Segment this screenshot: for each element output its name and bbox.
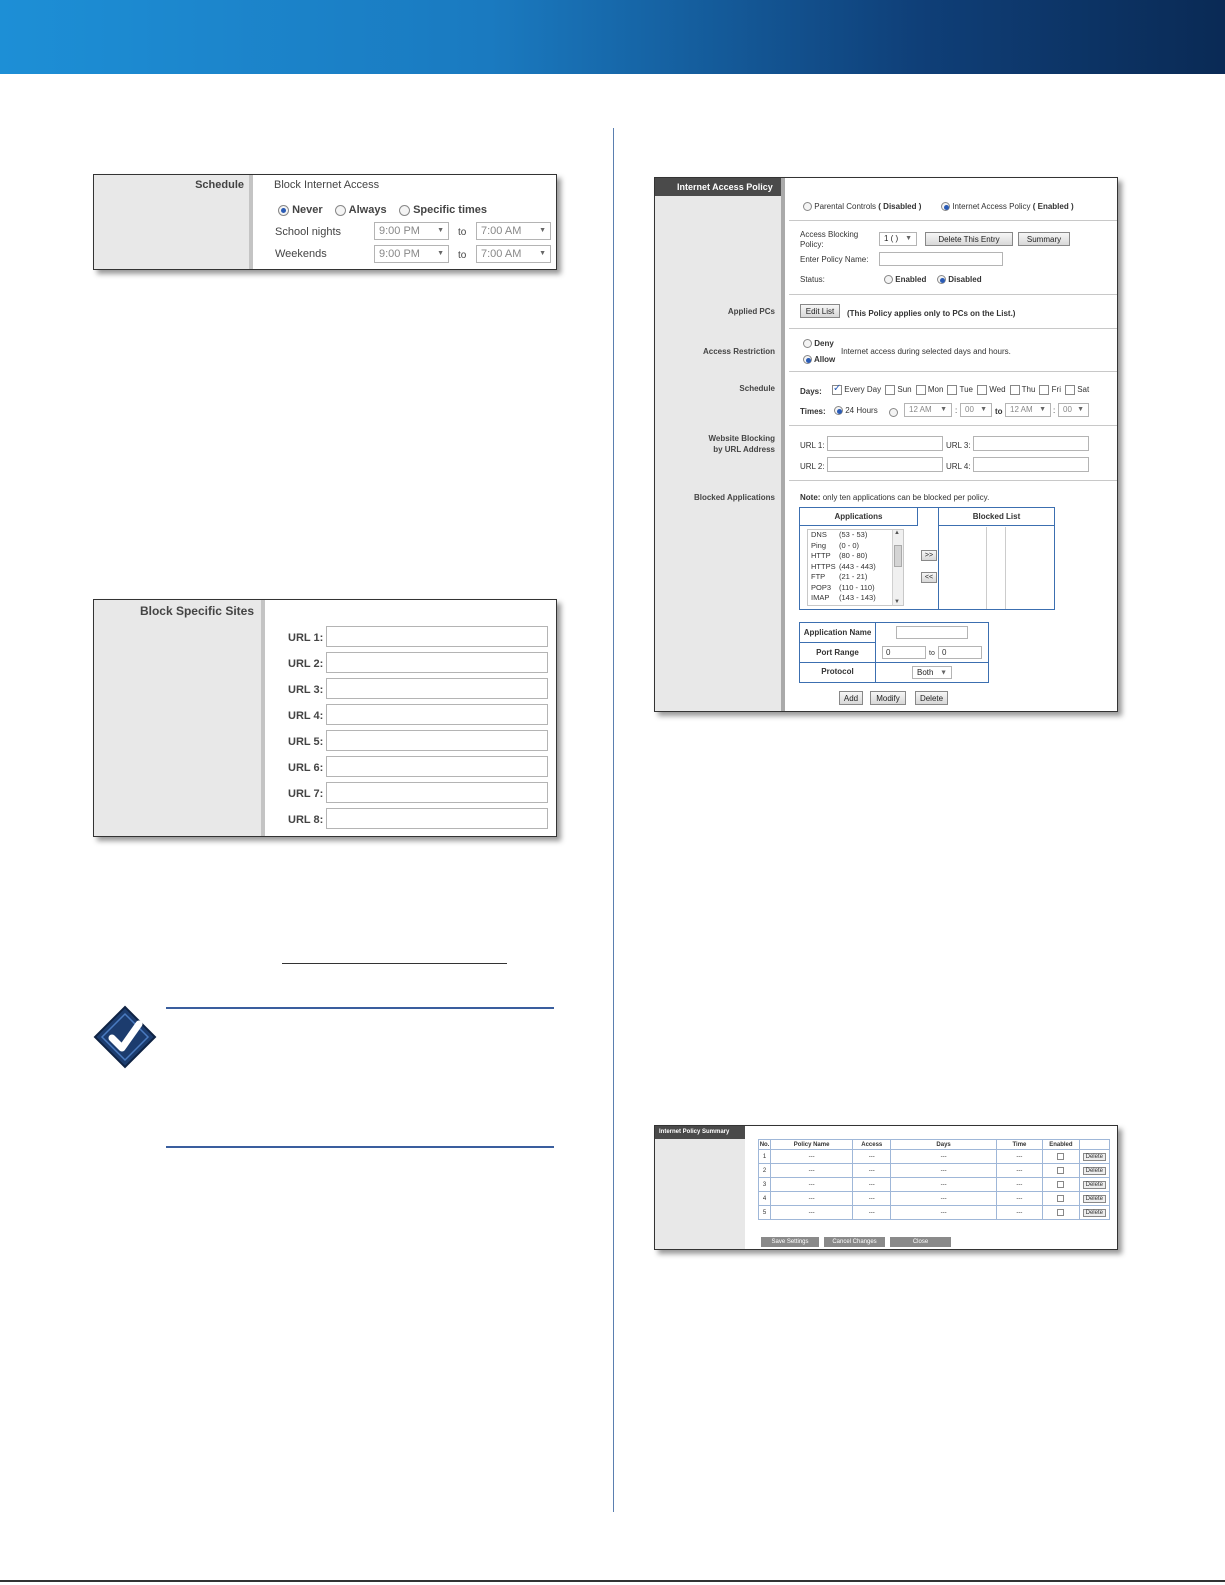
app-name-label: Application Name [800,623,876,643]
policy-url4-label: URL 4: [946,462,971,471]
time-range-radio[interactable] [889,408,898,417]
table-cell-time: --- [996,1150,1043,1164]
table-cell-action [1079,1206,1109,1220]
day-label: Sun [897,385,912,395]
row-delete-button[interactable]: Delete [1083,1153,1106,1161]
list-item[interactable] [811,572,903,583]
header-banner [0,0,1225,74]
column-header: Time [996,1140,1043,1150]
chevron-down-icon: ▼ [1039,406,1046,413]
table-cell-no: 2 [759,1164,771,1178]
table-cell-name: --- [771,1164,853,1178]
chevron-down-icon: ▼ [437,227,444,234]
applications-list[interactable] [807,529,904,606]
day-checkbox[interactable] [1065,385,1075,395]
site-url-label: URL 6: [288,762,324,774]
policy-name-input[interactable] [879,252,1003,266]
table-header-row [759,1140,1110,1150]
day-label: Fri [1051,385,1061,395]
table-cell-action [1079,1150,1109,1164]
specific-times-label: Specific times [413,204,488,216]
day-checkbox-item [947,385,973,394]
allow-radio[interactable] [803,355,812,364]
specific-times-radio[interactable] [399,205,410,216]
summary-panel-title: Internet Policy Summary [659,1129,730,1135]
edit-list-button[interactable]: Edit List [800,304,840,318]
app-name: DNS [811,530,827,539]
policy-url2-label: URL 2: [800,462,825,471]
always-radio[interactable] [335,205,346,216]
table-cell-enabled [1043,1164,1079,1178]
time-to-label: to [995,407,1003,416]
parental-controls-radio[interactable] [803,202,812,211]
table-cell-no: 3 [759,1178,771,1192]
table-cell-name: --- [771,1192,853,1206]
site-url-input[interactable] [326,782,548,803]
site-url-input[interactable] [326,704,548,725]
block-sites-screenshot [93,599,557,837]
day-checkbox-item [885,385,911,394]
table-cell-enabled [1043,1192,1079,1206]
status-disabled-label: Disabled [948,275,982,284]
delete-button[interactable]: Delete [915,691,948,705]
block-access-heading: Block Internet Access [274,179,380,191]
app-range: (0 - 0) [839,540,860,550]
move-left-button[interactable]: << [921,572,937,583]
blocked-list-header: Blocked List [939,508,1054,526]
chevron-down-icon: ▼ [940,669,947,676]
column-header: Enabled [1043,1140,1079,1150]
day-checkbox[interactable] [916,385,926,395]
table-cell-name: --- [771,1206,853,1220]
table-cell-no: 1 [759,1150,771,1164]
app-name: POP3 [811,582,832,592]
checkmark-icon [92,1004,158,1070]
row-delete-button[interactable]: Delete [1083,1167,1106,1175]
column-divider [613,128,614,1512]
table-cell-days: --- [891,1192,996,1206]
time-from-minute-select[interactable]: 00 ▼ [960,403,992,417]
weekends-to-select[interactable]: 7:00 AM ▼ [476,245,551,263]
site-url-input[interactable] [326,808,548,829]
table-cell-time: --- [996,1164,1043,1178]
site-url-input[interactable] [326,678,548,699]
column-header: Policy Name [771,1140,853,1150]
table-cell-days: --- [891,1178,996,1192]
access-policy-screenshot: Internet Access Policy Parental Controls ( Disabled ) Internet Access Policy ( Enabled ) Access Blocking Policy: 1 ( ) ▼ Delete This Entry Summary Enter Policy Name: Status: Enabled Disabled Applied PCs Edit List (This Policy applies only to PCs on the List.) Access Restriction Deny Allow Internet access during selected days and hours. Schedule Days: ✓ Every Day Sun Mon Tue Wed Thu Fri Sat Times: 24 Hours 12 AM ▼ : 00 ▼ to 12 AM ▼ : 00 ▼ Website Blocking by URL Address URL 1: URL 3: URL 2: URL 4: Blocked Applications Note: only ten applications can be blocked per policy. Applications Blocked List DNS (53 - 53) Ping (0 - 0) HTTP (80 - 80) HTTPS (443 - 443) FTP (21 - 21) POP3 (110 - 110) IMAP (143 - 143) ▲ ▼ >> << Application Name Port Range 0 to 0 Protocol Both ▼ Add Modify Delete [654,177,1118,712]
chevron-down-icon: ▼ [1077,406,1084,413]
day-label: Sat [1077,385,1090,395]
day-checkbox[interactable] [885,385,895,395]
parental-controls-label: Parental Controls [814,202,877,211]
column-header: Days [891,1140,996,1150]
day-label: Every Day [844,385,882,395]
url-blocking-label: Website Blocking by URL Address [708,434,775,454]
day-label: Wed [989,385,1006,395]
table-cell-access: --- [853,1192,891,1206]
site-url-label: URL 7: [288,788,324,800]
deny-radio[interactable] [803,339,812,348]
link-underline [282,963,507,964]
day-label: Tue [959,385,973,395]
app-name: IMAP [811,593,830,602]
site-url-label: URL 8: [288,814,324,826]
day-checkbox-item [1039,385,1061,394]
column-header: Access [853,1140,891,1150]
table-cell-enabled [1043,1178,1079,1192]
table-cell-time: --- [996,1206,1043,1220]
blocked-list[interactable] [986,527,1006,609]
policy-summary-screenshot [654,1125,1118,1250]
app-name: HTTPS [811,561,836,571]
never-label: Never [292,204,323,216]
app-name: Ping [811,540,827,550]
access-restriction-label: Access Restriction [702,347,775,356]
scroll-down-icon[interactable]: ▼ [894,599,900,605]
table-cell-days: --- [891,1164,996,1178]
days-label: Days: [800,387,822,396]
day-checkbox[interactable] [1010,385,1020,395]
port-to-label: to [929,650,935,657]
table-cell-enabled [1043,1206,1079,1220]
status-enabled-radio[interactable] [884,275,893,284]
site-url-input[interactable] [326,730,548,751]
block-sites-label: Block Specific Sites [139,604,254,618]
day-label: Thu [1021,385,1036,395]
allow-label: Allow [813,355,836,364]
site-url-input[interactable] [326,756,548,777]
table-cell-no: 4 [759,1192,771,1206]
list-item[interactable] [811,593,903,604]
table-cell-access: --- [853,1178,891,1192]
apps-scrollbar[interactable] [892,530,903,605]
chevron-down-icon: ▼ [980,406,987,413]
applied-note: (This Policy applies only to PCs on the List.) [847,309,1016,318]
24-hours-radio[interactable] [834,406,843,415]
applications-header: Applications [800,508,918,526]
schedule-screenshot [93,174,557,270]
table-cell-name: --- [771,1178,853,1192]
footer-rule [0,1580,1225,1582]
app-range: (80 - 80) [839,551,868,560]
day-checkbox[interactable] [947,385,957,395]
day-checkbox-item [1010,385,1036,394]
protocol-select[interactable]: Both ▼ [912,666,952,679]
list-item[interactable] [811,541,903,552]
port-to-input[interactable]: 0 [938,646,982,659]
row-delete-button[interactable]: Delete [1083,1195,1106,1203]
applications-table [799,507,1055,610]
list-item[interactable] [811,551,903,562]
enabled-checkbox[interactable] [1057,1195,1064,1202]
scroll-up-icon[interactable]: ▲ [894,530,900,536]
app-name: HTTP [811,551,831,560]
table-row [759,1150,1110,1164]
status-label: Status: [800,275,825,284]
enabled-checkbox[interactable] [1057,1153,1064,1160]
site-url-label: URL 5: [288,736,324,748]
never-radio[interactable] [278,205,289,216]
row-delete-button[interactable]: Delete [1083,1209,1106,1217]
always-label: Always [348,204,387,216]
table-cell-action [1079,1192,1109,1206]
policy-url1-input[interactable] [827,436,943,451]
table-row [759,1164,1110,1178]
site-url-label: URL 3: [288,684,324,696]
table-cell-access: --- [853,1164,891,1178]
chevron-down-icon: ▼ [539,250,546,257]
app-range: (110 - 110) [839,582,875,592]
policy-url3-label: URL 3: [946,441,971,450]
app-name-input[interactable] [896,626,968,639]
table-cell-access: --- [853,1150,891,1164]
weekends-label: Weekends [275,248,327,260]
table-cell-enabled [1043,1150,1079,1164]
chevron-down-icon: ▼ [437,250,444,257]
weekends-from-select[interactable]: 9:00 PM ▼ [374,245,449,263]
access-blocking-label: Access Blocking Policy: [800,230,859,249]
chevron-down-icon: ▼ [905,235,912,242]
apps-note: Note: only ten applications can be blocked per policy. [800,493,990,502]
save-settings-button[interactable]: Save Settings [761,1237,819,1247]
table-row [759,1178,1110,1192]
move-right-button[interactable]: >> [921,550,937,561]
table-cell-access: --- [853,1206,891,1220]
day-checkbox-item [832,385,881,394]
site-url-input[interactable] [326,626,548,647]
status-disabled-radio[interactable] [937,275,946,284]
day-checkbox-item [916,385,944,394]
column-header: No. [759,1141,770,1148]
cancel-changes-button[interactable]: Cancel Changes [824,1237,885,1247]
app-definition-table [799,622,989,683]
port-range-label: Port Range [800,643,876,663]
summary-table [758,1139,1110,1220]
app-range: (143 - 143) [839,593,876,602]
status-enabled-label: Enabled [895,275,927,284]
day-checkbox-item [977,385,1006,394]
site-url-label: URL 1: [288,632,324,644]
time-to-hour-select[interactable]: 12 AM ▼ [1005,403,1051,417]
table-cell-days: --- [891,1206,996,1220]
school-nights-to-select[interactable]: 7:00 AM ▼ [476,222,551,240]
time-from-hour-select[interactable]: 12 AM ▼ [904,403,952,417]
table-cell-action [1079,1164,1109,1178]
modify-button[interactable]: Modify [870,691,906,705]
site-url-input[interactable] [326,652,548,673]
note-bottom-rule [166,1146,554,1148]
app-range: (21 - 21) [839,572,868,581]
parental-controls-state: ( Disabled ) [878,202,922,211]
policy-url3-input[interactable] [973,436,1089,451]
table-row [759,1206,1110,1220]
blocked-apps-label: Blocked Applications [693,493,775,502]
day-checkbox[interactable] [832,385,842,395]
site-url-label: URL 4: [288,710,324,722]
table-cell-time: --- [996,1178,1043,1192]
restriction-note: Internet access during selected days and hours. [841,347,1011,356]
enabled-checkbox[interactable] [1057,1209,1064,1216]
deny-label: Deny [814,339,834,348]
app-range: (53 - 53) [839,530,868,539]
access-blocking-select[interactable]: 1 ( ) ▼ [879,232,917,246]
school-nights-from-select[interactable]: 9:00 PM ▼ [374,222,449,240]
chevron-down-icon: ▼ [539,227,546,234]
table-row [759,1192,1110,1206]
policy-panel-title: Internet Access Policy [677,182,773,192]
add-button[interactable]: Add [839,691,863,705]
scroll-thumb[interactable] [894,545,902,567]
table-cell-name: --- [771,1150,853,1164]
list-item[interactable] [811,562,903,573]
policy-name-label: Enter Policy Name: [800,255,869,264]
policy-url4-input[interactable] [973,457,1089,472]
chevron-down-icon: ▼ [940,406,947,413]
internet-access-policy-radio[interactable] [941,202,950,211]
applied-pcs-label: Applied PCs [727,307,775,316]
policy-url1-label: URL 1: [800,441,825,450]
app-name: FTP [811,572,826,581]
day-label: Mon [927,385,944,395]
delete-entry-button[interactable]: Delete This Entry [925,232,1013,246]
close-button[interactable]: Close [890,1237,951,1247]
table-cell-time: --- [996,1192,1043,1206]
enabled-checkbox[interactable] [1057,1181,1064,1188]
time-to-minute-select[interactable]: 00 ▼ [1058,403,1089,417]
app-range: (443 - 443) [839,561,876,571]
internet-access-policy-label: Internet Access Policy [952,202,1031,211]
day-checkbox[interactable] [1039,385,1049,395]
enabled-checkbox[interactable] [1057,1167,1064,1174]
policy-url2-input[interactable] [827,457,943,472]
schedule-label: Schedule [195,179,244,191]
site-url-label: URL 2: [288,658,324,670]
to-label: to [458,227,467,238]
list-item[interactable] [811,583,903,594]
note-top-rule [166,1007,554,1009]
table-cell-days: --- [891,1150,996,1164]
school-nights-label: School nights [275,226,342,238]
row-delete-button[interactable]: Delete [1083,1181,1106,1189]
day-checkbox-item [1065,385,1089,394]
internet-access-policy-state: ( Enabled ) [1032,202,1074,211]
table-cell-action [1079,1178,1109,1192]
column-header [1079,1140,1109,1150]
summary-button[interactable]: Summary [1018,232,1070,246]
day-checkbox[interactable] [977,385,987,395]
table-cell-no: 5 [759,1206,771,1220]
times-label: Times: [800,407,826,416]
schedule-label: Schedule [739,384,775,393]
list-item[interactable] [811,530,903,541]
24-hours-label: 24 Hours [845,406,878,415]
protocol-label: Protocol [800,663,876,682]
port-from-input[interactable]: 0 [882,646,926,659]
to-label: to [458,250,467,261]
